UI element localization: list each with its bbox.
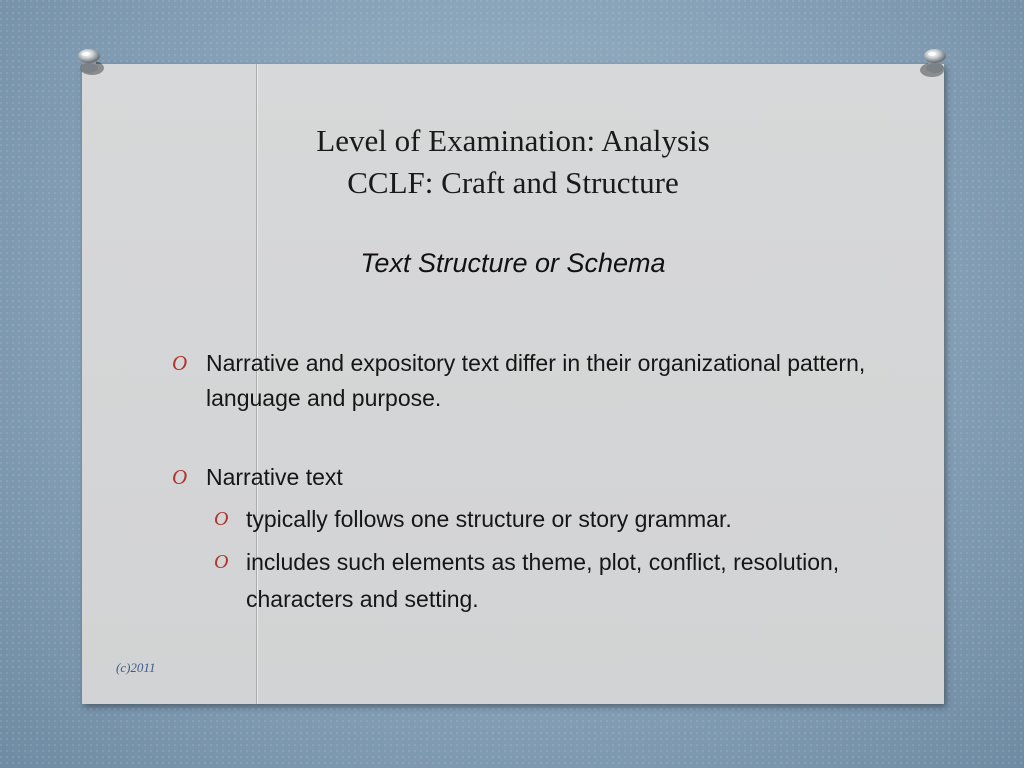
bullet-text: Narrative text	[206, 464, 343, 490]
sub-bullet-marker-icon: O	[214, 508, 229, 530]
sub-bullet-marker-icon: O	[214, 551, 229, 573]
sub-bullet-text: typically follows one structure or story grammar.	[246, 506, 732, 532]
pushpin-icon	[918, 44, 952, 78]
sub-bullet-item	[172, 544, 872, 618]
sub-bullet-text: includes such elements as theme, plot, conflict, resolution, characters and setting.	[246, 549, 840, 612]
bullet-marker-icon: O	[172, 465, 188, 489]
slide-subtitle: Text Structure or Schema	[360, 248, 666, 278]
bullet-list	[172, 346, 872, 618]
bullet-text: Narrative and expository text differ in their organizational pattern, language and purpose.	[206, 350, 866, 411]
title-line: CCLF: Craft and Structure	[347, 165, 679, 200]
title-line: Level of Examination: Analysis	[316, 123, 710, 158]
bullet-item	[172, 346, 872, 416]
slide-title	[82, 120, 944, 204]
bullet-marker-icon: O	[172, 351, 188, 375]
bullet-item	[172, 460, 872, 495]
slide-paper	[82, 64, 944, 704]
sub-bullet-item	[172, 501, 872, 538]
pushpin-icon	[72, 44, 106, 78]
copyright-footer: (c)2011	[116, 660, 156, 675]
